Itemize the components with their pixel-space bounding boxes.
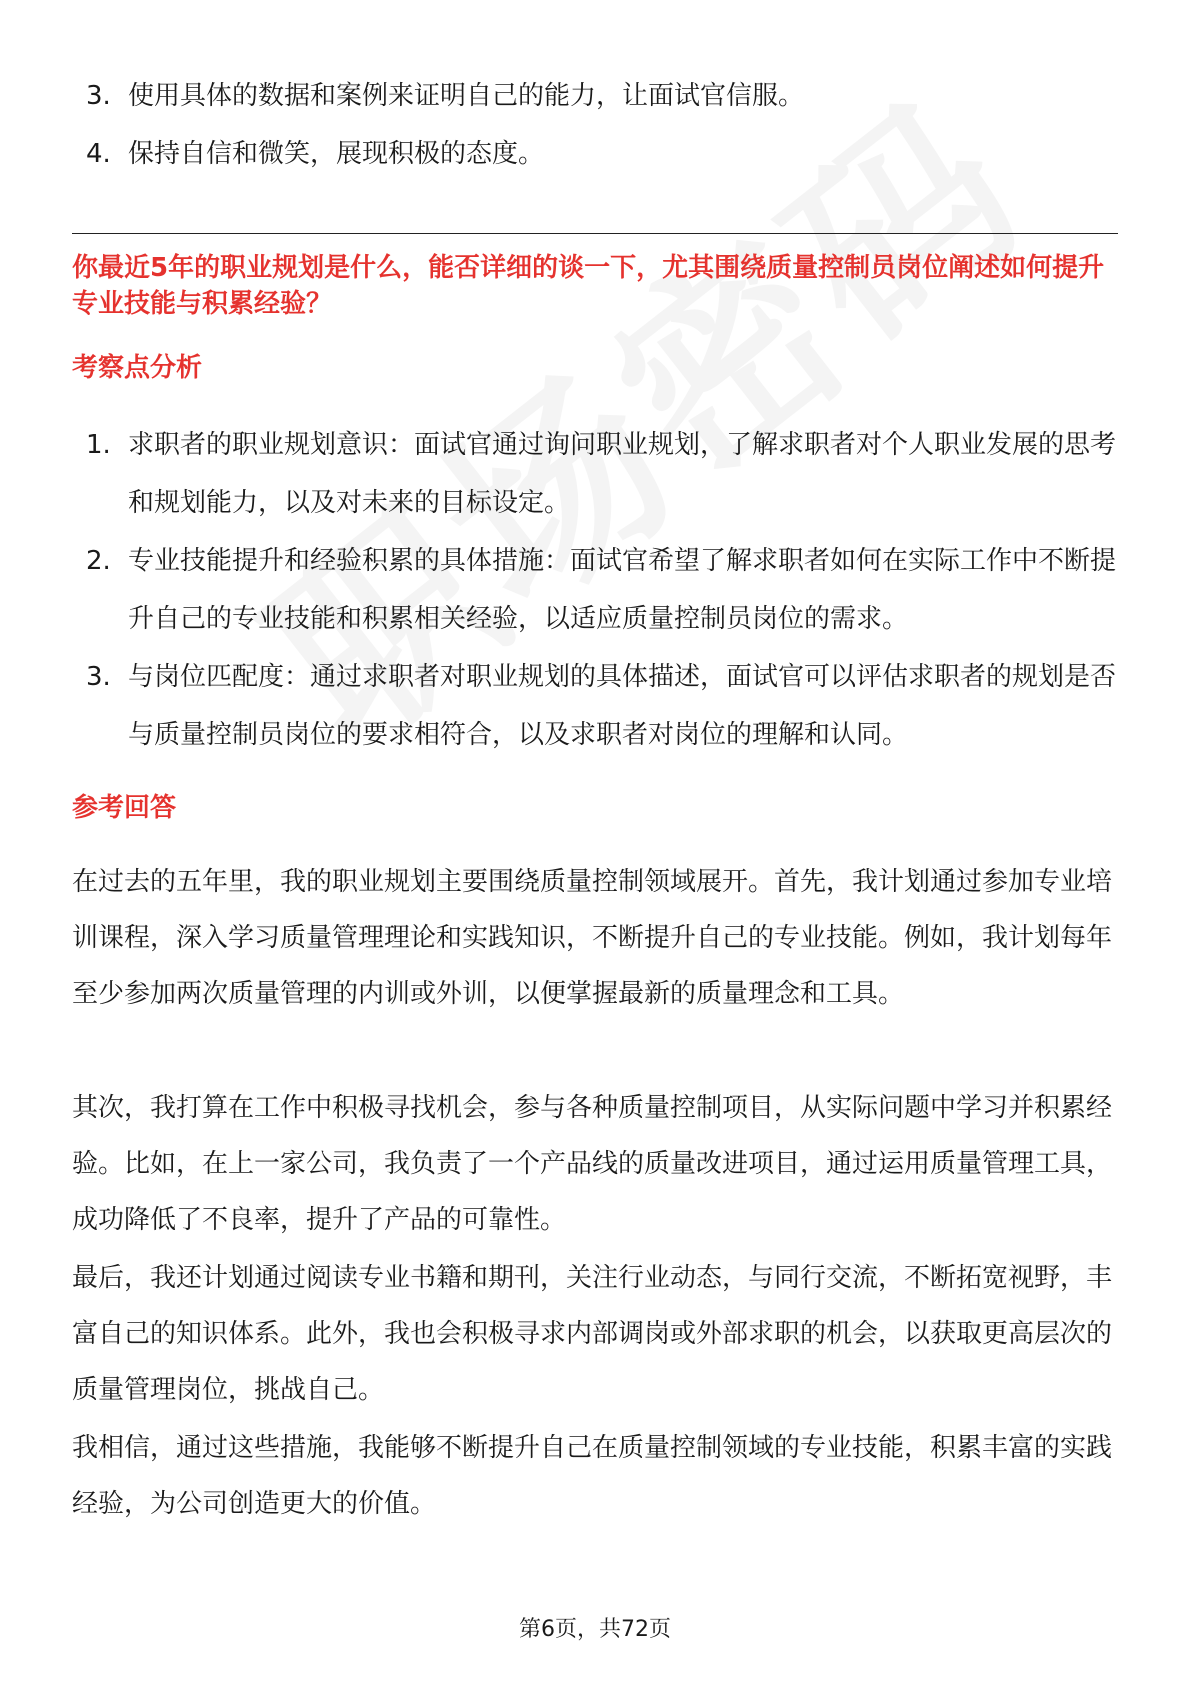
list-item-text: 与岗位匹配度：通过求职者对职业规划的具体描述，面试官可以评估求职者的规划是否与质量控制员岗位的要求相符合，以及求职者对岗位的理解和认同。 bbox=[128, 662, 1117, 750]
list-item bbox=[72, 125, 1118, 183]
answer-paragraph: 最后，我还计划通过阅读专业书籍和期刊，关注行业动态，与同行交流，不断拓宽视野，丰富自己的知识体系。此外，我也会积极寻求内部调岗或外部求职的机会，以获取更高层次的质量管理岗位，挑战自己。 bbox=[72, 1263, 1113, 1405]
list-item-text: 使用具体的数据和案例来证明自己的能力，让面试官信服。 bbox=[128, 81, 805, 111]
list-item-number: 3. bbox=[86, 81, 111, 111]
list-item-number: 4. bbox=[86, 139, 111, 169]
list-item-text: 保持自信和微笑，展现积极的态度。 bbox=[128, 139, 545, 169]
list-item bbox=[72, 532, 1118, 648]
tips-list bbox=[72, 67, 1118, 183]
page-number: 第6页，共72页 bbox=[519, 1617, 671, 1642]
question-heading: 你最近5年的职业规划是什么，能否详细的谈一下，尤其围绕质量控制员岗位阐述如何提升专业技能与积累经验？ bbox=[72, 253, 1105, 319]
section-divider bbox=[72, 233, 1118, 234]
list-item-text: 专业技能提升和经验积累的具体措施：面试官希望了解求职者如何在实际工作中不断提升自己的专业技能和积累相关经验，以适应质量控制员岗位的需求。 bbox=[128, 546, 1117, 634]
answer-paragraph: 其次，我打算在工作中积极寻找机会，参与各种质量控制项目，从实际问题中学习并积累经验。比如，在上一家公司，我负责了一个产品线的质量改进项目，通过运用质量管理工具，成功降低了不良率，提升了产品的可靠性。 bbox=[72, 1093, 1113, 1235]
list-item bbox=[72, 416, 1118, 532]
answer-paragraph: 我相信，通过这些措施，我能够不断提升自己在质量控制领域的专业技能，积累丰富的实践经验，为公司创造更大的价值。 bbox=[72, 1433, 1113, 1519]
list-item bbox=[72, 67, 1118, 125]
analysis-list bbox=[72, 416, 1118, 764]
list-item bbox=[72, 648, 1118, 764]
list-item-number: 2. bbox=[86, 546, 111, 576]
analysis-heading: 考察点分析 bbox=[72, 353, 203, 383]
list-item-text: 求职者的职业规划意识：面试官通过询问职业规划，了解求职者对个人职业发展的思考和规划能力，以及对未来的目标设定。 bbox=[128, 430, 1117, 518]
answer-paragraph: 在过去的五年里，我的职业规划主要围绕质量控制领域展开。首先，我计划通过参加专业培训课程，深入学习质量管理理论和实践知识，不断提升自己的专业技能。例如，我计划每年至少参加两次质量管理的内训或外训，以便掌握最新的质量理念和工具。 bbox=[72, 867, 1113, 1009]
answer-heading: 参考回答 bbox=[72, 793, 177, 823]
list-item-number: 1. bbox=[86, 430, 111, 460]
list-item-number: 3. bbox=[86, 662, 111, 692]
